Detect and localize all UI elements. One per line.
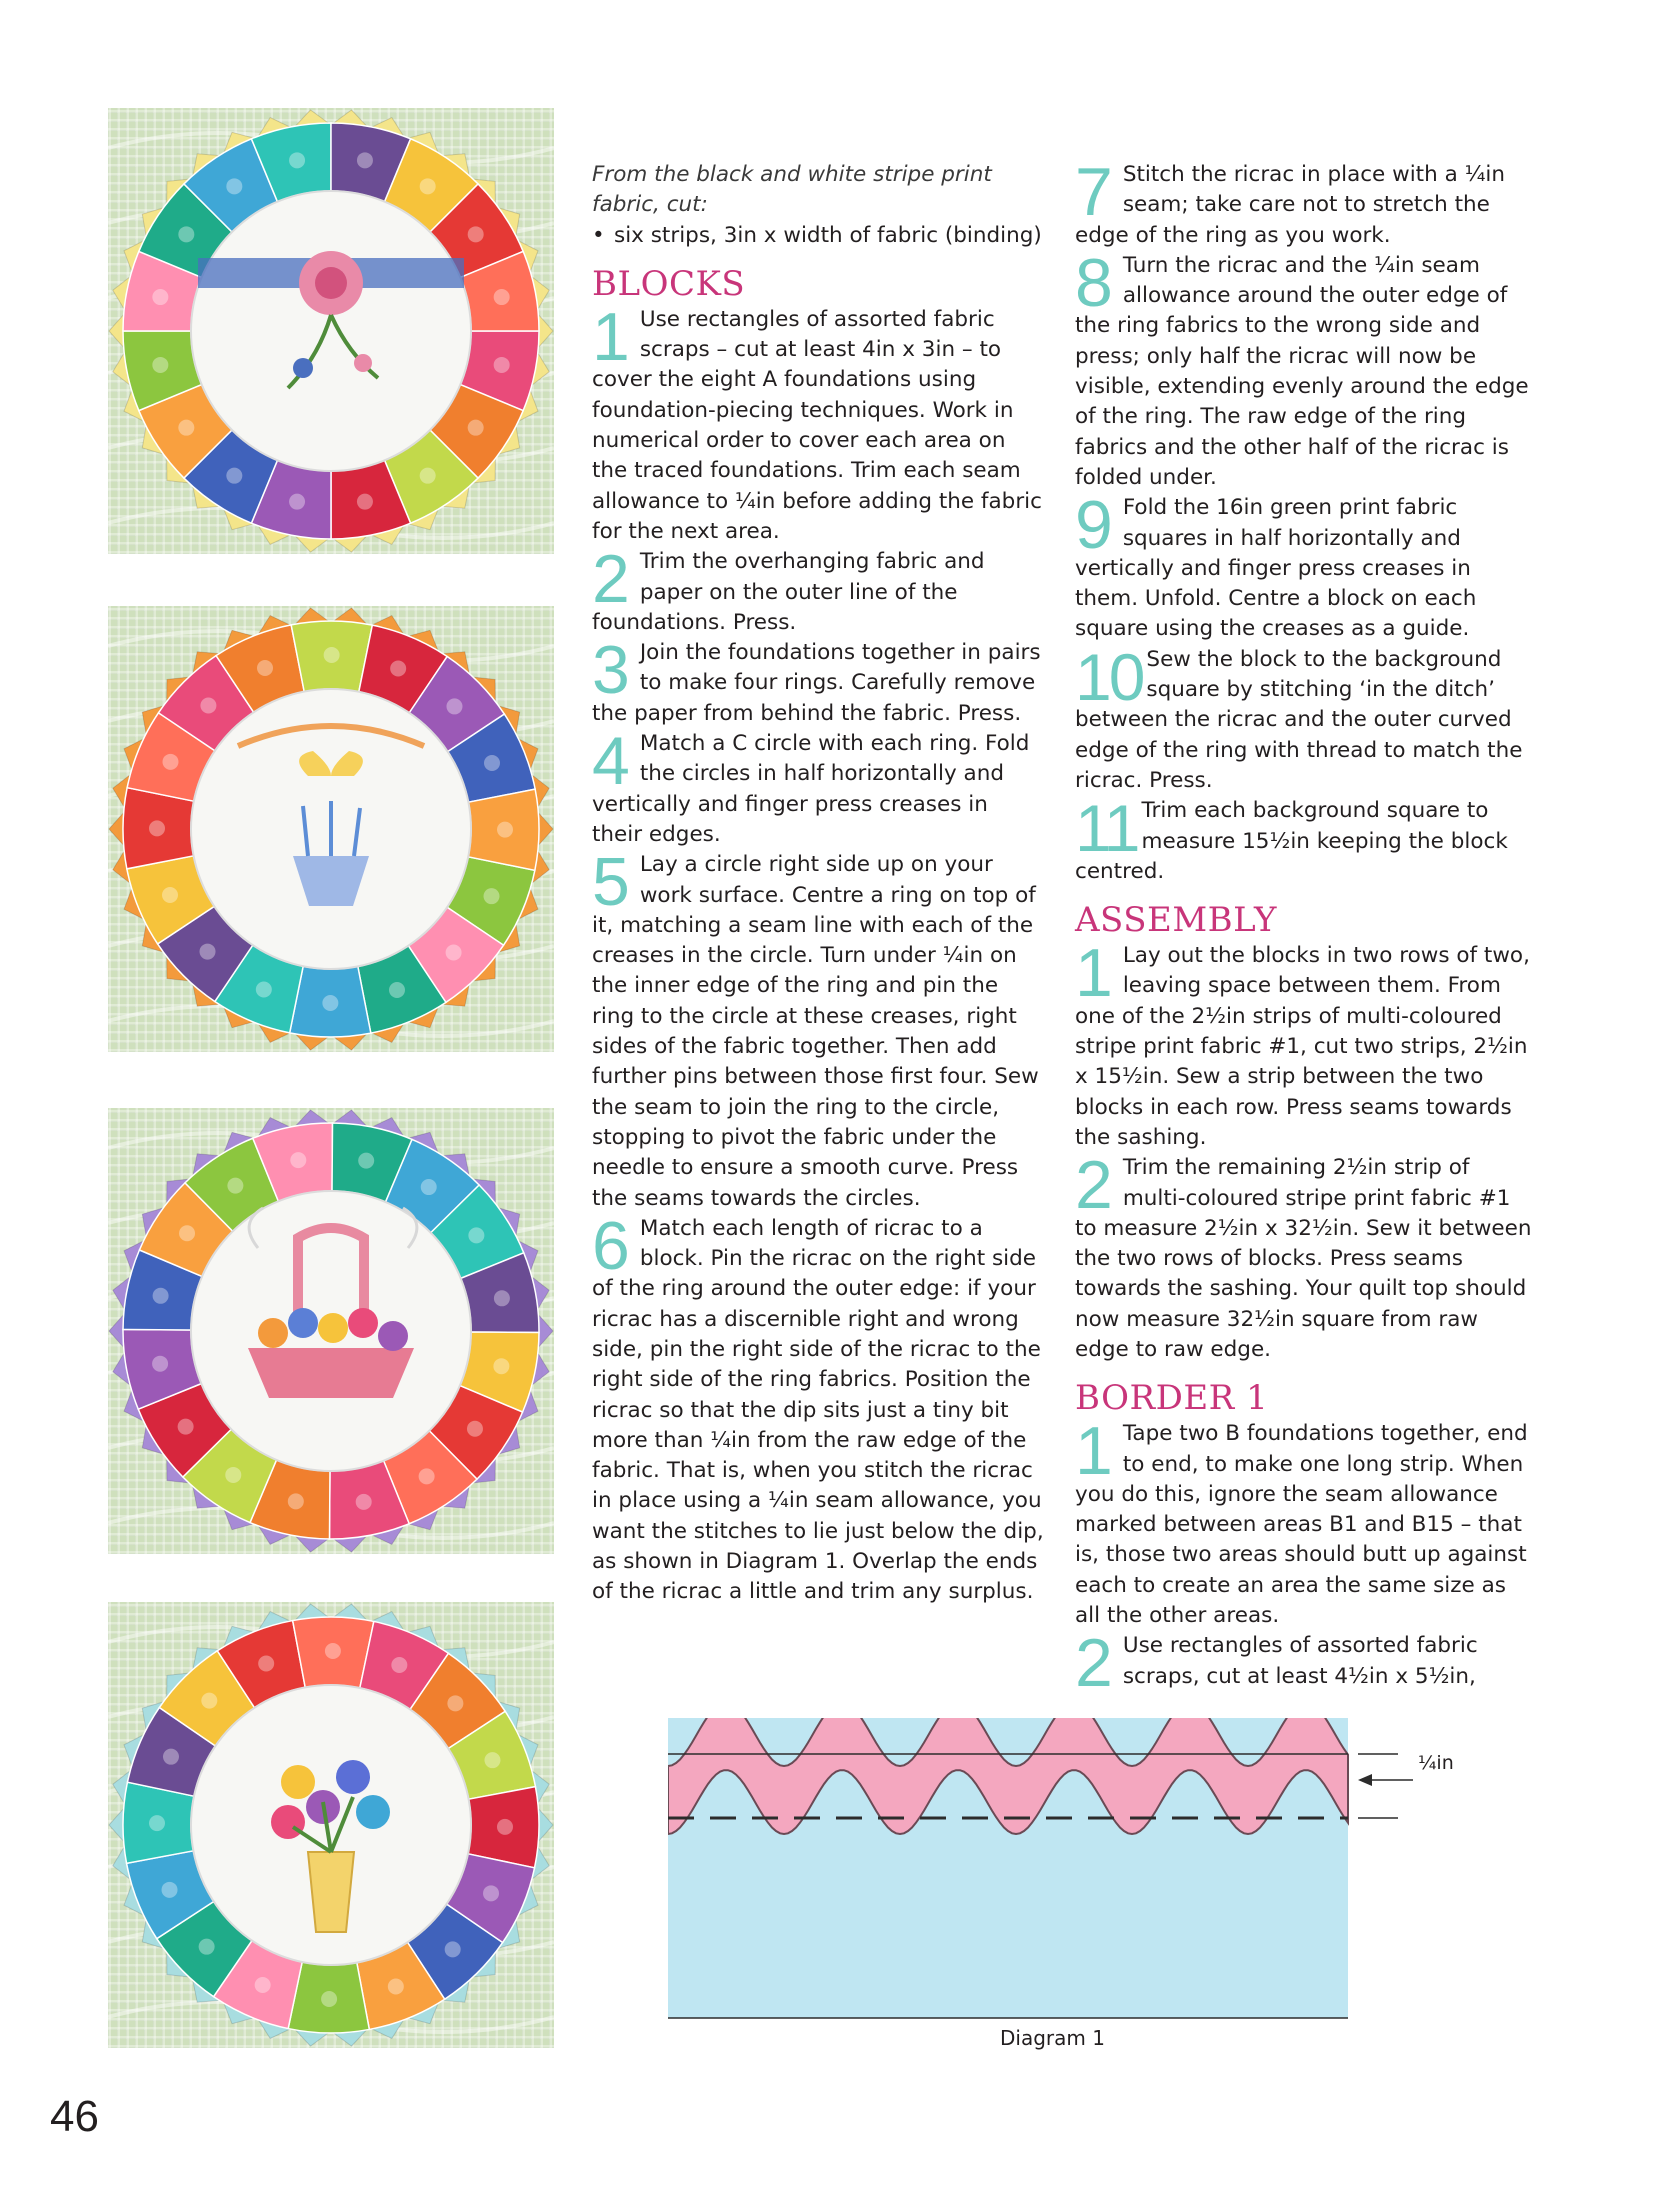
border1-step-1 xyxy=(1075,1413,1535,1631)
wedge-print xyxy=(257,660,273,676)
wedge-print xyxy=(357,152,373,168)
step-text: Match each length of ricrac to a block. Pin the ricrac on the right side of the ring around the outer edge: if your ricrac has a discernible right and wrong side, pin the right side of the ricrac to the right side of the ring fabrics. Position the ricrac so that the dip sits just a tiny bit more than ¼in from the raw edge of the fabric. That is, when you stitch the ricrac in place using a ¼in seam allowance, you want the stitches to lie just below the dip, as shown in Diagram 1. Overlap the ends of the ricrac a little and trim any surplus. xyxy=(592,1215,1044,1605)
border1-step-2 xyxy=(1075,1625,1535,1702)
basket-flower xyxy=(348,1308,378,1338)
wedge-print xyxy=(390,660,406,676)
pink-bud xyxy=(354,354,372,372)
blocks-step-3 xyxy=(592,632,1044,729)
wedge-print xyxy=(446,698,462,714)
block-photo-basket-art xyxy=(108,1108,554,1554)
wedge-print xyxy=(200,698,216,714)
wedge-print xyxy=(256,982,272,998)
heading-blocks: BLOCKS xyxy=(592,263,746,304)
wedge-print xyxy=(484,1752,500,1768)
wedge-print xyxy=(226,178,242,194)
wedge-print xyxy=(321,1991,337,2007)
wedge-print xyxy=(162,1882,178,1898)
intro-bullet-text: six strips, 3in x width of fabric (binding) xyxy=(614,222,1042,248)
wedge-print xyxy=(497,1819,513,1835)
wedge-print xyxy=(152,1356,168,1372)
block-photo-rose-art xyxy=(108,108,554,554)
wedge-print xyxy=(225,1467,241,1483)
diagram-1 xyxy=(668,1718,1478,2048)
wedge-print xyxy=(200,944,216,960)
rose-centre xyxy=(315,267,347,299)
step-number: 2 xyxy=(592,541,630,618)
basket-body xyxy=(248,1348,414,1398)
step-number: 8 xyxy=(1075,244,1113,321)
basket-flower xyxy=(318,1313,348,1343)
step-number: 10 xyxy=(1075,639,1143,714)
blocks-step-2 xyxy=(592,541,1044,638)
heading-border-1: BORDER 1 xyxy=(1075,1378,1269,1419)
wedge-print xyxy=(226,468,242,484)
wedge-print xyxy=(324,647,340,663)
diagram-caption: Diagram 1 xyxy=(1000,2026,1105,2050)
wedge-print xyxy=(447,1695,463,1711)
wedge-print xyxy=(162,887,178,903)
step-text: Match a C circle with each ring. Fold the circles in half horizontally and vertically and finger press creases in their edges. xyxy=(592,731,1030,847)
step-text: Stitch the ricrac in place with a ¼in seam; take care not to stretch the edge of the ring as you work. xyxy=(1075,162,1506,248)
wedge-print xyxy=(290,1152,306,1168)
blocks-step-7 xyxy=(1075,154,1535,251)
blocks-step-6 xyxy=(592,1207,1044,1608)
basket-flower xyxy=(288,1308,318,1338)
blocks-step-8 xyxy=(1075,244,1535,493)
wedge-print xyxy=(255,1977,271,1993)
blocks-step-11 xyxy=(1075,791,1535,887)
step-text: Trim each background square to measure 15½in keeping the block centred. xyxy=(1075,798,1508,884)
wedge-print xyxy=(152,289,168,305)
wedge-print xyxy=(178,226,194,242)
step-text: Use rectangles of assorted fabric scraps, cut at least 4½in x 5½in, xyxy=(1122,1633,1478,1689)
wedge-print xyxy=(289,494,305,510)
step-text: Sew the block to the background square by stitching ‘in the ditch’ between the ricrac and the outer curved edge of the ring with thread to match the ricrac. Press. xyxy=(1075,646,1523,793)
wedge-print xyxy=(356,1494,372,1510)
text-column-middle xyxy=(592,160,1044,1608)
wedge-print xyxy=(227,1178,243,1194)
block-photo-basket xyxy=(108,1108,554,1554)
step-text: Lay out the blocks in two rows of two, leaving space between them. From one of the 2½in strips of multi-coloured stripe print fabric #1, cut two strips, 2½in x 15½in. Sew a strip between the two blocks in each row. Press seams towards the sashing. xyxy=(1075,943,1530,1150)
wedge-print xyxy=(163,1749,179,1765)
step-number: 4 xyxy=(592,723,630,800)
wedge-print xyxy=(420,178,436,194)
wedge-print xyxy=(391,1657,407,1673)
basket-flower xyxy=(258,1318,288,1348)
step-text: Trim the overhanging fabric and paper on the outer line of the foundations. Press. xyxy=(592,549,985,635)
blocks-step-9 xyxy=(1075,487,1535,644)
wedge-print xyxy=(322,995,338,1011)
wedge-print xyxy=(494,357,510,373)
blocks-step-5 xyxy=(592,844,1044,1214)
wedge-print xyxy=(494,1290,510,1306)
wedge-print xyxy=(153,1288,169,1304)
page-number: 46 xyxy=(50,2092,99,2141)
vase-flower xyxy=(281,1765,315,1799)
intro-bullet xyxy=(592,221,1044,251)
step-number: 3 xyxy=(592,632,630,709)
vase-flower xyxy=(356,1795,390,1829)
wedge-print xyxy=(288,1493,304,1509)
wedge-print xyxy=(152,357,168,373)
wedge-print xyxy=(258,1656,274,1672)
blue-bud xyxy=(293,358,313,378)
wedge-print xyxy=(493,1358,509,1374)
step-number: 1 xyxy=(592,298,630,375)
wedge-print xyxy=(468,226,484,242)
wedge-print xyxy=(358,1153,374,1169)
measure-label: ¼in xyxy=(1418,1752,1454,1774)
block-photo-bow-art xyxy=(108,606,554,1052)
basket-flower xyxy=(378,1321,408,1351)
wedge-print xyxy=(484,755,500,771)
ricrac-diagram xyxy=(668,1718,1478,2048)
wedge-print xyxy=(389,982,405,998)
wedge-print xyxy=(179,1225,195,1241)
block-photo-vase-art xyxy=(108,1602,554,2048)
wedge-print xyxy=(199,1939,215,1955)
step-text: Join the foundations together in pairs to make four rings. Carefully remove the paper from behind the fabric. Press. xyxy=(592,640,1041,726)
block-photo-vase xyxy=(108,1602,554,2048)
wedge-print xyxy=(483,1885,499,1901)
step-text: Fold the 16in green print fabric squares in half horizontally and vertically and finger press creases in them. Unfold. Centre a block on each square using the creases as a guide. xyxy=(1075,495,1477,642)
step-number: 1 xyxy=(1075,935,1113,1012)
wedge-print xyxy=(484,888,500,904)
step-text: Tape two B foundations together, end to end, to make one long strip. When you do this, ignore the seam allowance marked between areas B1 and B15 – that is, those two areas should butt up against each to create an area the same size as all the other areas. xyxy=(1075,1421,1528,1629)
block-photo-bow xyxy=(108,606,554,1052)
wedge-print xyxy=(149,820,165,836)
wedge-print xyxy=(446,944,462,960)
vase xyxy=(308,1852,354,1932)
measure-arrow xyxy=(1358,1774,1372,1786)
step-number: 1 xyxy=(1075,1413,1113,1490)
heading-assembly: ASSEMBLY xyxy=(1075,900,1278,941)
wedge-print xyxy=(419,1468,435,1484)
step-text: Turn the ricrac and the ¼in seam allowance around the outer edge of the ring fabrics to the wrong side and press; only half the ricrac will now be visible, extending evenly around the edge of the ring. The raw edge of the ring fabrics and the other half of the ricrac is folded under. xyxy=(1075,252,1529,490)
wedge-print xyxy=(162,754,178,770)
wedge-print xyxy=(445,1941,461,1957)
step-text: Use rectangles of assorted fabric scraps – cut at least 4in x 3in – to cover the eight A foundations using foundation-piecing techniques. Work in numerical order to cover each area on the traced foundations. Trim each seam allowance to ¼in before adding the fabric for the next area. xyxy=(592,306,1042,544)
wedge-print xyxy=(178,420,194,436)
blocks-step-4 xyxy=(592,723,1044,850)
blocks-step-1 xyxy=(592,298,1044,547)
wedge-print xyxy=(468,1227,484,1243)
vase-flower xyxy=(336,1760,370,1794)
wedge-print xyxy=(421,1179,437,1195)
assembly-step-1 xyxy=(1075,935,1535,1153)
step-text: Trim the remaining 2½in strip of multi-coloured stripe print fabric #1 to measure 2½in x 32½in. Sew it between the two rows of blocks. Press seams towards the sashing. Your quilt top should now measure 32½in square from raw edge to raw edge. xyxy=(1075,1155,1532,1362)
wedge-print xyxy=(201,1693,217,1709)
step-number: 2 xyxy=(1075,1625,1113,1702)
wedge-print xyxy=(467,1421,483,1437)
step-number: 7 xyxy=(1075,154,1113,230)
step-number: 11 xyxy=(1075,791,1138,866)
wedge-print xyxy=(357,494,373,510)
step-number: 5 xyxy=(592,844,630,921)
centre-circle xyxy=(191,191,471,471)
text-column-right xyxy=(1075,154,1535,1702)
step-number: 6 xyxy=(592,1207,630,1284)
wedge-print xyxy=(420,468,436,484)
wedge-print xyxy=(497,822,513,838)
blocks-step-10 xyxy=(1075,639,1535,796)
assembly-step-2 xyxy=(1075,1147,1535,1365)
wedge-print xyxy=(388,1978,404,1994)
wedge-print xyxy=(149,1815,165,1831)
intro-line: From the black and white stripe print fabric, cut: xyxy=(592,162,992,218)
wedge-print xyxy=(325,1643,341,1659)
wedge-print xyxy=(289,152,305,168)
step-text: Lay a circle right side up on your work surface. Centre a ring on top of it, matching a seam line with each of the creases in the circle. Turn under ¼in on the inner edge of the ring and pin the ring to the circle at these creases, right sides of the fabric together. Then add further pins between those first four. Sew the seam to join the ring to the circle, stopping to pivot the fabric under the needle to ensure a smooth curve. Press the seams towards the circles. xyxy=(592,852,1039,1211)
wedge-print xyxy=(178,1419,194,1435)
wedge-print xyxy=(468,420,484,436)
step-number: 2 xyxy=(1075,1147,1113,1224)
wedge-print xyxy=(494,289,510,305)
block-photo-rose xyxy=(108,108,554,554)
step-number: 9 xyxy=(1075,487,1113,564)
